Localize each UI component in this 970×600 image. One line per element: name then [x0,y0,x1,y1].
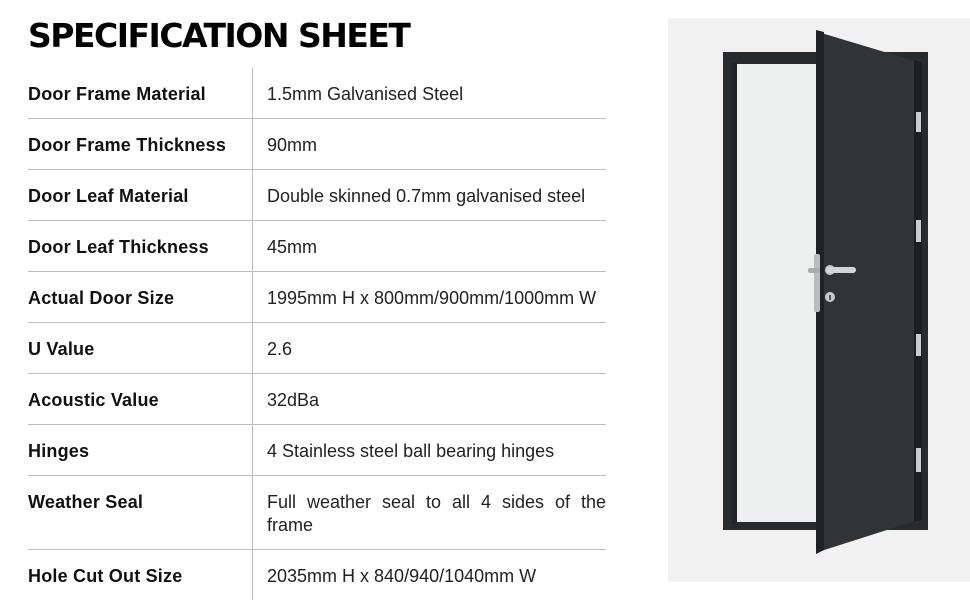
row-label: Hinges [28,425,253,476]
hinge-icon [916,220,921,242]
row-label: Door Leaf Material [28,170,253,221]
row-label: Door Leaf Thickness [28,221,253,272]
table-row [28,119,606,170]
row-value: 2035mm H x 840/940/1040mm W [267,566,537,586]
row-label: Hole Cut Out Size [28,550,253,600]
row-value: 45mm [267,237,318,257]
steel-door-illustration [668,18,970,582]
table-row [28,425,606,476]
table-row [28,374,606,425]
row-label: Weather Seal [28,476,253,550]
table-row [28,272,606,323]
door-leaf [818,32,918,552]
lever-handle-icon [826,267,856,273]
door-product-image [668,18,970,582]
hinge-icon [916,448,921,472]
row-label: Door Frame Thickness [28,119,253,170]
table-row [28,323,606,374]
row-value: Double skinned 0.7mm galvanised steel [267,186,586,206]
table-row [28,476,606,550]
table-row [28,170,606,221]
row-value: 1995mm H x 800mm/900mm/1000mm W [267,288,597,308]
page-title: SPECIFICATION SHEET [28,16,410,55]
row-label: Actual Door Size [28,272,253,323]
row-label: U Value [28,323,253,374]
table-row [28,68,606,119]
row-label: Door Frame Material [28,68,253,119]
row-value: 1.5mm Galvanised Steel [267,84,464,104]
spec-table [28,68,606,600]
row-value: Full weather seal to all 4 sides of the frame [267,492,606,535]
row-label: Acoustic Value [28,374,253,425]
hinge-icon [916,112,921,132]
table-row [28,221,606,272]
table-row [28,550,606,600]
frame-opening [735,64,825,522]
row-value: 4 Stainless steel ball bearing hinges [267,441,555,461]
row-value: 32dBa [267,390,320,410]
hinge-icon [916,334,921,356]
row-value: 2.6 [267,339,293,359]
lock-plate [814,254,820,312]
row-value: 90mm [267,135,318,155]
